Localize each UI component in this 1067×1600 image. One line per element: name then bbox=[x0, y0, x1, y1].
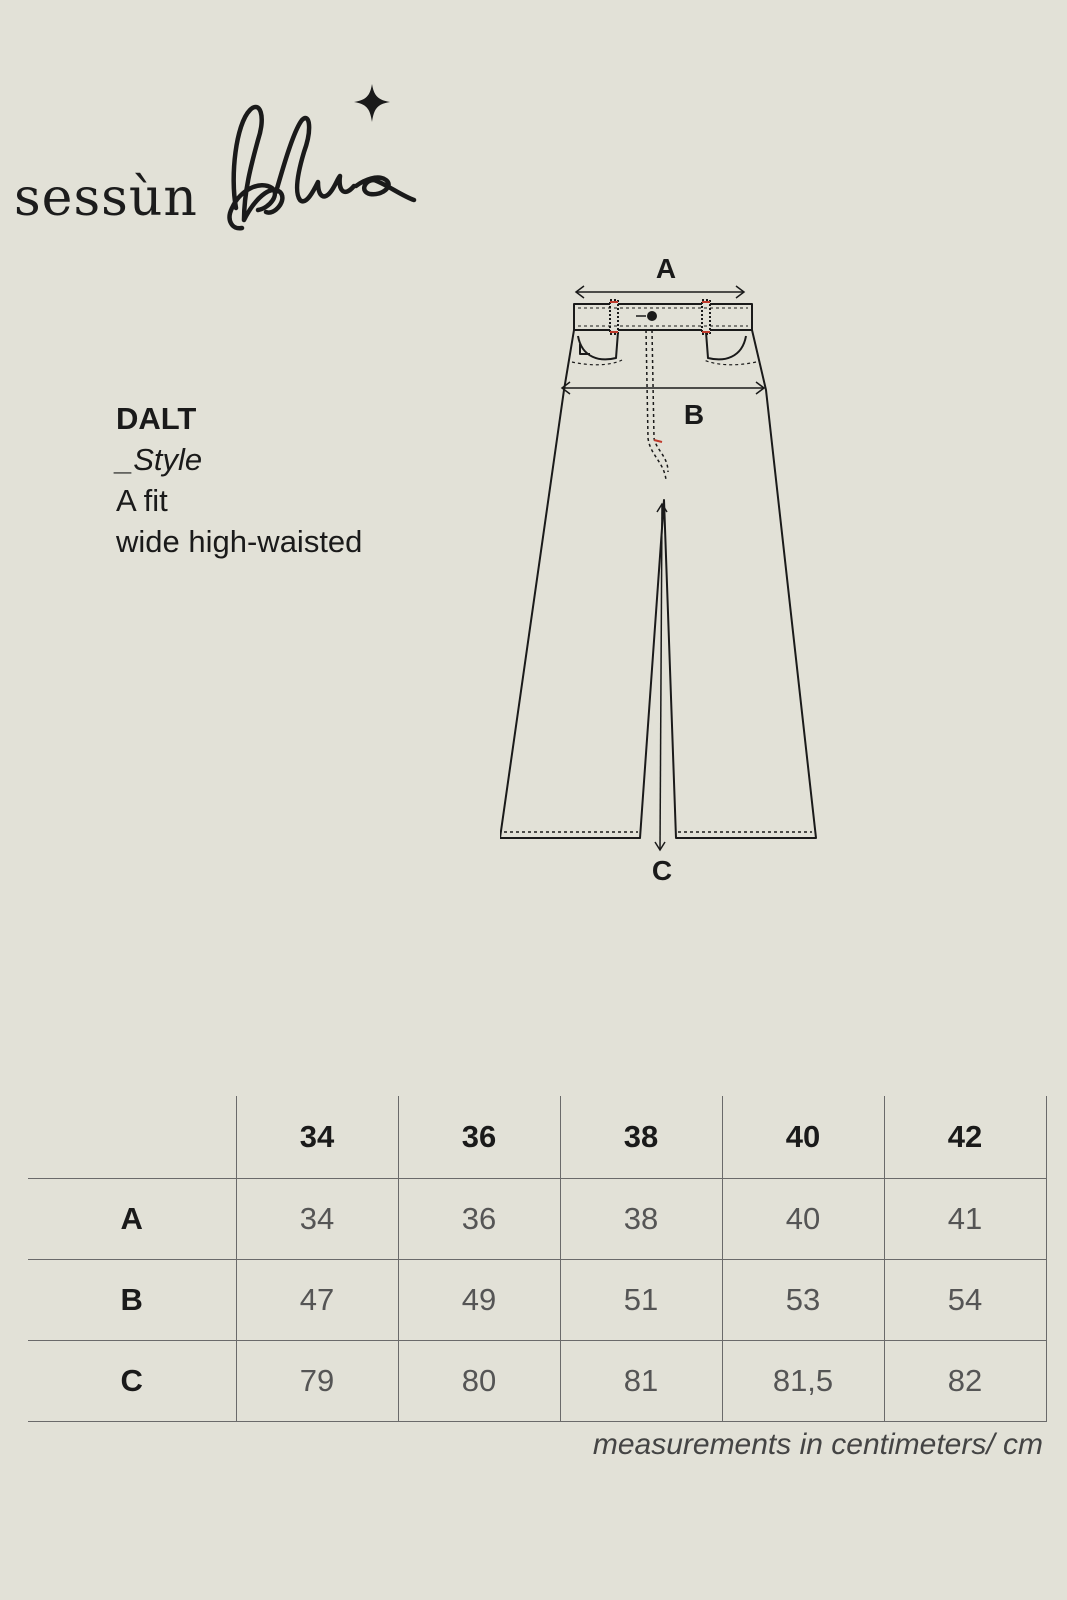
table-row bbox=[28, 1341, 1046, 1422]
star-icon bbox=[354, 84, 390, 122]
table-cell: 81 bbox=[560, 1341, 722, 1422]
size-header: 34 bbox=[236, 1096, 398, 1179]
table-row bbox=[28, 1260, 1046, 1341]
table-cell: 47 bbox=[236, 1260, 398, 1341]
table-cell: 38 bbox=[560, 1179, 722, 1260]
table-cell: 49 bbox=[398, 1260, 560, 1341]
table-cell: 54 bbox=[884, 1260, 1046, 1341]
table-cell: 82 bbox=[884, 1341, 1046, 1422]
brand-wordmark: sessùn bbox=[14, 168, 198, 228]
product-name: DALT bbox=[116, 401, 197, 436]
brand-script-logo bbox=[214, 80, 434, 250]
row-label: A bbox=[28, 1179, 236, 1260]
description-label: wide high-waisted bbox=[116, 524, 363, 559]
table-cell: 51 bbox=[560, 1260, 722, 1341]
size-header: 40 bbox=[722, 1096, 884, 1179]
size-header-row bbox=[28, 1096, 1046, 1179]
label-c: C bbox=[651, 855, 673, 886]
pants-outline bbox=[500, 330, 816, 838]
fit-label: A fit bbox=[116, 483, 168, 518]
table-cell: 41 bbox=[884, 1179, 1046, 1260]
table-cell: 34 bbox=[236, 1179, 398, 1260]
brand-logo bbox=[14, 80, 434, 250]
row-label: C bbox=[28, 1341, 236, 1422]
table-cell: 79 bbox=[236, 1341, 398, 1422]
table-cell: 40 bbox=[722, 1179, 884, 1260]
size-header: 42 bbox=[884, 1096, 1046, 1179]
size-table bbox=[28, 1096, 1047, 1422]
label-a: A bbox=[655, 253, 677, 284]
label-b: B bbox=[683, 399, 705, 430]
style-label: _Style bbox=[116, 442, 203, 477]
measurement-note: measurements in centimeters/ cm bbox=[592, 1428, 1043, 1461]
table-cell: 53 bbox=[722, 1260, 884, 1341]
table-row bbox=[28, 1179, 1046, 1260]
table-cell: 36 bbox=[398, 1179, 560, 1260]
button-icon bbox=[647, 311, 657, 321]
pants-diagram bbox=[500, 250, 840, 910]
size-header: 36 bbox=[398, 1096, 560, 1179]
table-cell: 80 bbox=[398, 1341, 560, 1422]
table-cell: 81,5 bbox=[722, 1341, 884, 1422]
product-info bbox=[116, 398, 362, 562]
corner-cell bbox=[28, 1096, 236, 1179]
size-header: 38 bbox=[560, 1096, 722, 1179]
row-label: B bbox=[28, 1260, 236, 1341]
